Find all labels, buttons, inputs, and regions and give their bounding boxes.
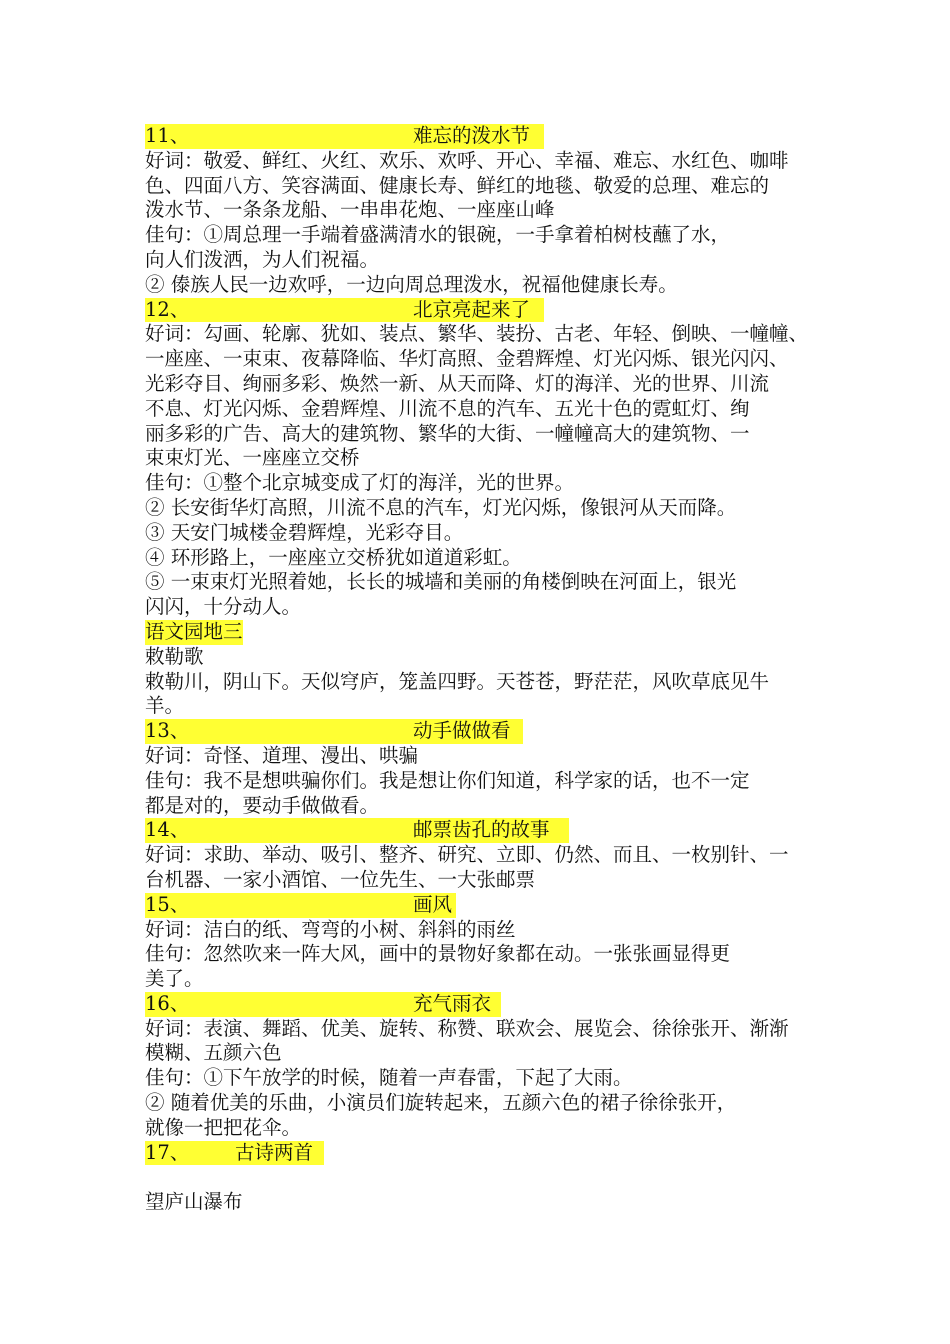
section-title: 充气雨衣: [413, 991, 492, 1015]
section-title: 北京亮起来了: [413, 297, 531, 321]
section-number: 13、: [145, 719, 190, 743]
text-line: 光彩夺目、绚丽多彩、焕然一新、从天而降、灯的海洋、光的世界、川流: [145, 371, 770, 395]
text-line: 好词：勾画、轮廓、犹如、装点、繁华、装扮、古老、年轻、倒映、一幢幢、: [145, 322, 809, 346]
text-line: 望庐山瀑布: [145, 1190, 243, 1214]
section-heading-15: [145, 893, 825, 918]
text-line: 好词：敬爱、鲜红、火红、欢乐、欢呼、开心、幸福、难忘、水红色、咖啡: [145, 148, 789, 172]
text-line: 不息、灯光闪烁、金碧辉煌、川流不息的汽车、五光十色的霓虹灯、绚: [145, 396, 750, 420]
text-line: 佳句：①周总理一手端着盛满清水的银碗，一手拿着柏树枝蘸了水，: [145, 223, 731, 247]
blank-line: [145, 1165, 825, 1190]
text-line: 泼水节、一条条龙船、一串串花炮、一座座山峰: [145, 198, 555, 222]
text-line: 美了。: [145, 967, 204, 991]
text-line: 色、四面八方、笑容满面、健康长寿、鲜红的地毯、敬爱的总理、难忘的: [145, 173, 770, 197]
text-line: 闪闪，十分动人。: [145, 595, 302, 619]
text-line: 佳句：①整个北京城变成了灯的海洋，光的世界。: [145, 471, 575, 495]
section-heading-17: [145, 1141, 825, 1166]
section-heading-11: [145, 124, 825, 149]
section-number: 17、: [145, 1140, 190, 1164]
text-line: ② 傣族人民一边欢呼，一边向周总理泼水，祝福他健康长寿。: [145, 272, 678, 296]
text-line: ③ 天安门城楼金碧辉煌，光彩夺目。: [145, 520, 464, 544]
section-title: 邮票齿孔的故事: [413, 818, 550, 842]
text-line: 好词：表演、舞蹈、优美、旋转、称赞、联欢会、展览会、徐徐张开、渐渐: [145, 1016, 789, 1040]
text-line: 好词：求助、举动、吸引、整齐、研究、立即、仍然、而且、一枚别针、一: [145, 843, 789, 867]
text-line: ② 长安街华灯高照，川流不息的汽车，灯光闪烁，像银河从天而降。: [145, 495, 737, 519]
section-number: 11、: [145, 124, 190, 147]
text-line: 向人们泼洒，为人们祝福。: [145, 247, 380, 271]
text-line: 丽多彩的广告、高大的建筑物、繁华的大街、一幢幢高大的建筑物、一: [145, 421, 750, 445]
text-line: 敕勒川，阴山下。天似穹庐，笼盖四野。天苍苍，野茫茫，风吹草底见牛: [145, 669, 770, 693]
section-heading-yuwen: [145, 620, 825, 645]
text-line: 敕勒歌: [145, 644, 204, 668]
section-title: 语文园地三: [145, 619, 243, 643]
text-line: 一座座、一束束、夜幕降临、华灯高照、金碧辉煌、灯光闪烁、银光闪闪、: [145, 347, 789, 371]
section-number: 14、: [145, 818, 190, 842]
section-heading-13: [145, 719, 825, 744]
section-heading-14: [145, 818, 825, 843]
document-page: [145, 124, 825, 1215]
section-heading-12: [145, 298, 825, 323]
section-title: 难忘的泼水节: [413, 124, 531, 147]
text-line: 束束灯光、一座座立交桥: [145, 446, 360, 470]
section-title: 画风: [413, 892, 453, 916]
text-line: 台机器、一家小酒馆、一位先生、一大张邮票: [145, 867, 536, 891]
text-line: 就像一把把花伞。: [145, 1115, 302, 1139]
section-title: 动手做做看: [413, 719, 511, 743]
text-line: ④ 环形路上，一座座立交桥犹如道道彩虹。: [145, 545, 522, 569]
section-heading-16: [145, 992, 825, 1017]
text-line: ② 随着优美的乐曲，小演员们旋转起来，五颜六色的裙子徐徐张开，: [145, 1091, 737, 1115]
text-line: 都是对的，要动手做做看。: [145, 793, 380, 817]
section-number: 16、: [145, 991, 190, 1015]
text-line: 佳句：我不是想哄骗你们。我是想让你们知道，科学家的话，也不一定: [145, 768, 750, 792]
section-title: 古诗两首: [235, 1140, 314, 1164]
text-line: 佳句：①下午放学的时候，随着一声春雷，下起了大雨。: [145, 1066, 633, 1090]
text-line: ⑤ 一束束灯光照着她，长长的城墙和美丽的角楼倒映在河面上，银光: [145, 570, 737, 594]
text-line: 好词：奇怪、道理、漫出、哄骗: [145, 743, 419, 767]
text-line: 好词：洁白的纸、弯弯的小树、斜斜的雨丝: [145, 917, 516, 941]
text-line: 模糊、五颜六色: [145, 1041, 282, 1065]
text-line: 羊。: [145, 694, 185, 718]
text-line: 佳句：忽然吹来一阵大风，画中的景物好象都在动。一张张画显得更: [145, 942, 731, 966]
section-number: 15、: [145, 892, 190, 916]
section-number: 12、: [145, 297, 190, 321]
